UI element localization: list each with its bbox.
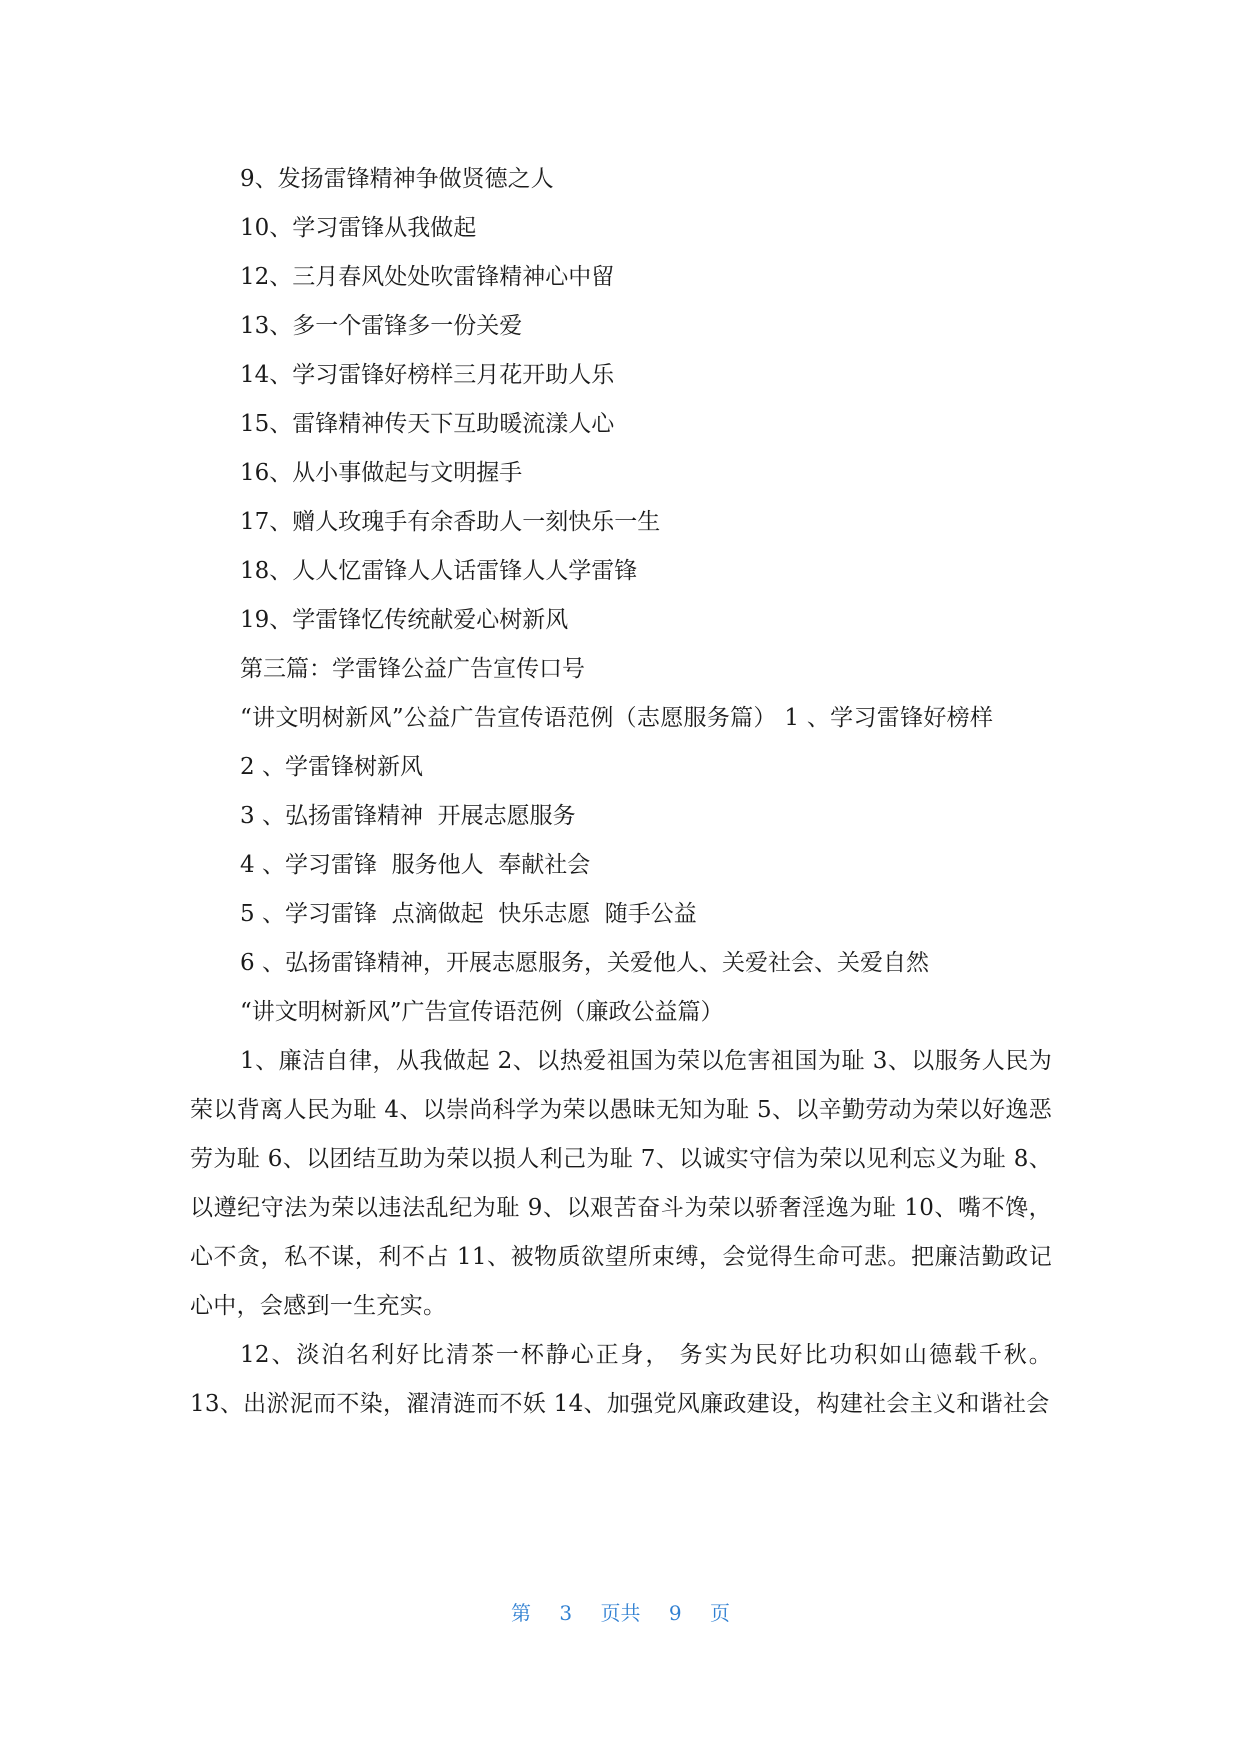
integrity-heading: “讲文明树新风”广告宣传语范例（廉政公益篇） [240, 999, 724, 1025]
list-item: 13、多一个雷锋多一份关爱 [240, 313, 523, 339]
list-item: 17、赠人玫瑰手有余香助人一刻快乐一生 [240, 509, 661, 535]
volunteer-heading: “讲文明树新风”公益广告宣传语范例（志愿服务篇） 1 、学习雷锋好榜样 [240, 705, 994, 731]
list-item: 9、发扬雷锋精神争做贤德之人 [240, 166, 554, 192]
section-title: 第三篇：学雷锋公益广告宣传口号 [240, 656, 585, 682]
document-page [190, 155, 1052, 1429]
volunteer-item: 4 、学习雷锋 服务他人 奉献社会 [240, 852, 591, 878]
list-item: 16、从小事做起与文明握手 [240, 460, 523, 486]
volunteer-item: 3 、弘扬雷锋精神 开展志愿服务 [240, 803, 576, 829]
footer-suffix: 页 [709, 1601, 730, 1625]
volunteer-item: 5 、学习雷锋 点滴做起 快乐志愿 随手公益 [240, 901, 697, 927]
list-item: 14、学习雷锋好榜样三月花开助人乐 [240, 362, 615, 388]
integrity-paragraph-1: 1、廉洁自律，从我做起 2、以热爱祖国为荣以危害祖国为耻 3、以服务人民为荣以背离人民为耻 4、以崇尚科学为荣以愚昧无知为耻 5、以辛勤劳动为荣以好逸恶劳为耻 6、以团结互助为荣以损人利己为耻 7、以诚实守信为荣以见利忘义为耻 8、以遵纪守法为荣以违法乱纪为耻 9、以艰苦奋斗为荣以骄奢淫逸为耻 10、嘴不馋，心不贪，私不谋，利不占 11、被物质欲望所束缚，会觉得生命可悲。把廉洁勤政记心中，会感到一生充实。 [190, 1048, 1052, 1319]
list-item: 12、三月春风处处吹雷锋精神心中留 [240, 264, 615, 290]
volunteer-item: 6 、弘扬雷锋精神，开展志愿服务，关爱他人、关爱社会、关爱自然 [240, 950, 929, 976]
list-item: 19、学雷锋忆传统献爱心树新风 [240, 607, 569, 633]
list-item: 15、雷锋精神传天下互助暖流漾人心 [240, 411, 615, 437]
list-item: 18、人人忆雷锋人人话雷锋人人学雷锋 [240, 558, 638, 584]
footer-prefix: 第 [511, 1601, 532, 1625]
footer-current-page: 3 [559, 1601, 573, 1625]
footer-total-pages: 9 [668, 1601, 682, 1625]
list-item: 10、学习雷锋从我做起 [240, 215, 477, 241]
footer-middle: 页共 [600, 1601, 641, 1625]
volunteer-item: 2 、学雷锋树新风 [240, 754, 423, 780]
integrity-paragraph-2: 12、淡泊名利好比清茶一杯静心正身， 务实为民好比功积如山德载千秋。13、出淤泥而不染，濯清涟而不妖 14、加强党风廉政建设，构建社会主义和谐社会 [190, 1342, 1052, 1417]
page-footer [0, 1597, 1241, 1626]
